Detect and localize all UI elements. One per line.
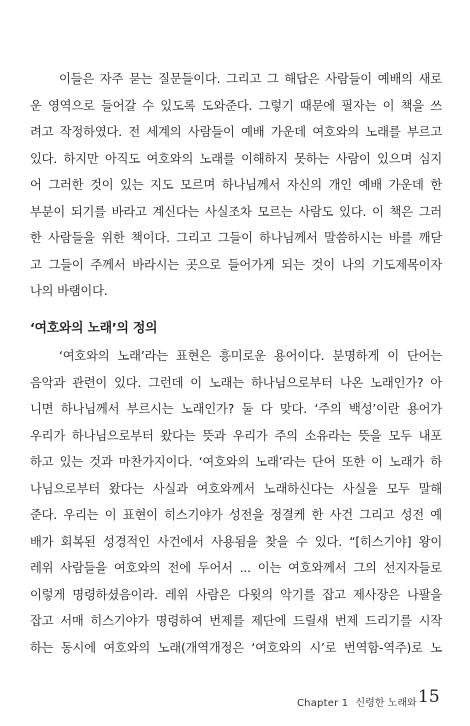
text-line: 하는 동시에 여호와의 노래(개역개정은 ‘여호와의 시’로 번역함-역주)로 노 [30,640,442,655]
text-line: 준다. 우리는 이 표현이 히스기야가 성전을 정결케 한 사건 그리고 성전 예 [30,508,442,522]
text-line: 우리가 하나님으로부터 왔다는 뜻과 우리가 주의 소유라는 뜻을 모두 내포 [30,428,442,443]
chapter-label: Chapter 1 [297,698,349,709]
text-line: 잡고 서매 히스기야가 명령하여 번제를 제단에 드릴새 번제 드리기를 시작 [30,614,442,628]
body-paragraph-1 [30,66,442,305]
text-line: 나의 바램이다. [30,284,108,298]
text-line: ‘여호와의 노래’라는 표현은 흥미로운 용어이다. 분명하게 이 단어는 [59,349,442,363]
chapter-title: 신령한 노래와 [355,698,417,709]
text-line: 니면 하나님께서 부르시는 노래인가? 둘 다 맞다. ‘주의 백성’이란 용어가 [30,402,442,416]
text-line: 배가 회복된 성경적인 사건에서 사용됨을 찾을 수 있다. “[히스기야] 왕이 [30,534,442,549]
running-footer [297,694,437,709]
text-line: 어 그러한 것이 있는 지도 모르며 하나님께서 자신의 개인 예배 가운데 한 [30,178,442,192]
text-line: 있다. 하지만 아직도 여호와의 노래를 이해하지 못하는 사람이 있으며 심지 [30,151,442,166]
text-line: 운 영역으로 들어갈 수 있도록 도와준다. 그렇기 때문에 필자는 이 책을 쓰 [30,98,442,113]
text-line: 이들은 자주 묻는 질문들이다. 그리고 그 해답은 사람들이 예배의 새로 [59,72,442,86]
text-line: 레위 사람들을 여호와의 전에 두어서 ... 이는 여호와께서 그의 선지자들로 [30,561,442,575]
page-number: 15 [418,687,440,707]
section-heading: ‘여호와의 노래’의 정의 [30,321,158,336]
text-line: 음악과 관련이 있다. 그런데 이 노래는 하나님으로부터 나온 노래인가? 아 [30,375,442,390]
text-line: 고 그들이 주께서 바라시는 곳으로 들어가게 되는 것이 나의 기도제목이자 [30,257,442,272]
text-line: 부분이 되기를 바라고 계신다는 사실조차 모르는 사람도 있다. 이 책은 그러 [30,204,442,219]
text-line: 이렇게 명령하셨음이라. 레위 사람은 다윗의 악기를 잡고 제사장은 나팔을 [30,587,442,602]
text-line: 나님으로부터 왔다는 사실과 여호와께서 노래하신다는 사실을 모두 말해 [30,481,442,496]
body-paragraph-2 [30,343,442,661]
text-line: 하고 있는 것과 마찬가지이다. ‘여호와의 노래’라는 단어 또한 이 노래가 하 [30,455,442,469]
text-line: 려고 작정하였다. 전 세계의 사람들이 예배 가운데 여호와의 노래를 부르고 [30,125,442,139]
text-line: 한 사람들을 위한 책이다. 그리고 그들이 하나님께서 말씀하시는 바를 깨닫 [30,231,442,245]
